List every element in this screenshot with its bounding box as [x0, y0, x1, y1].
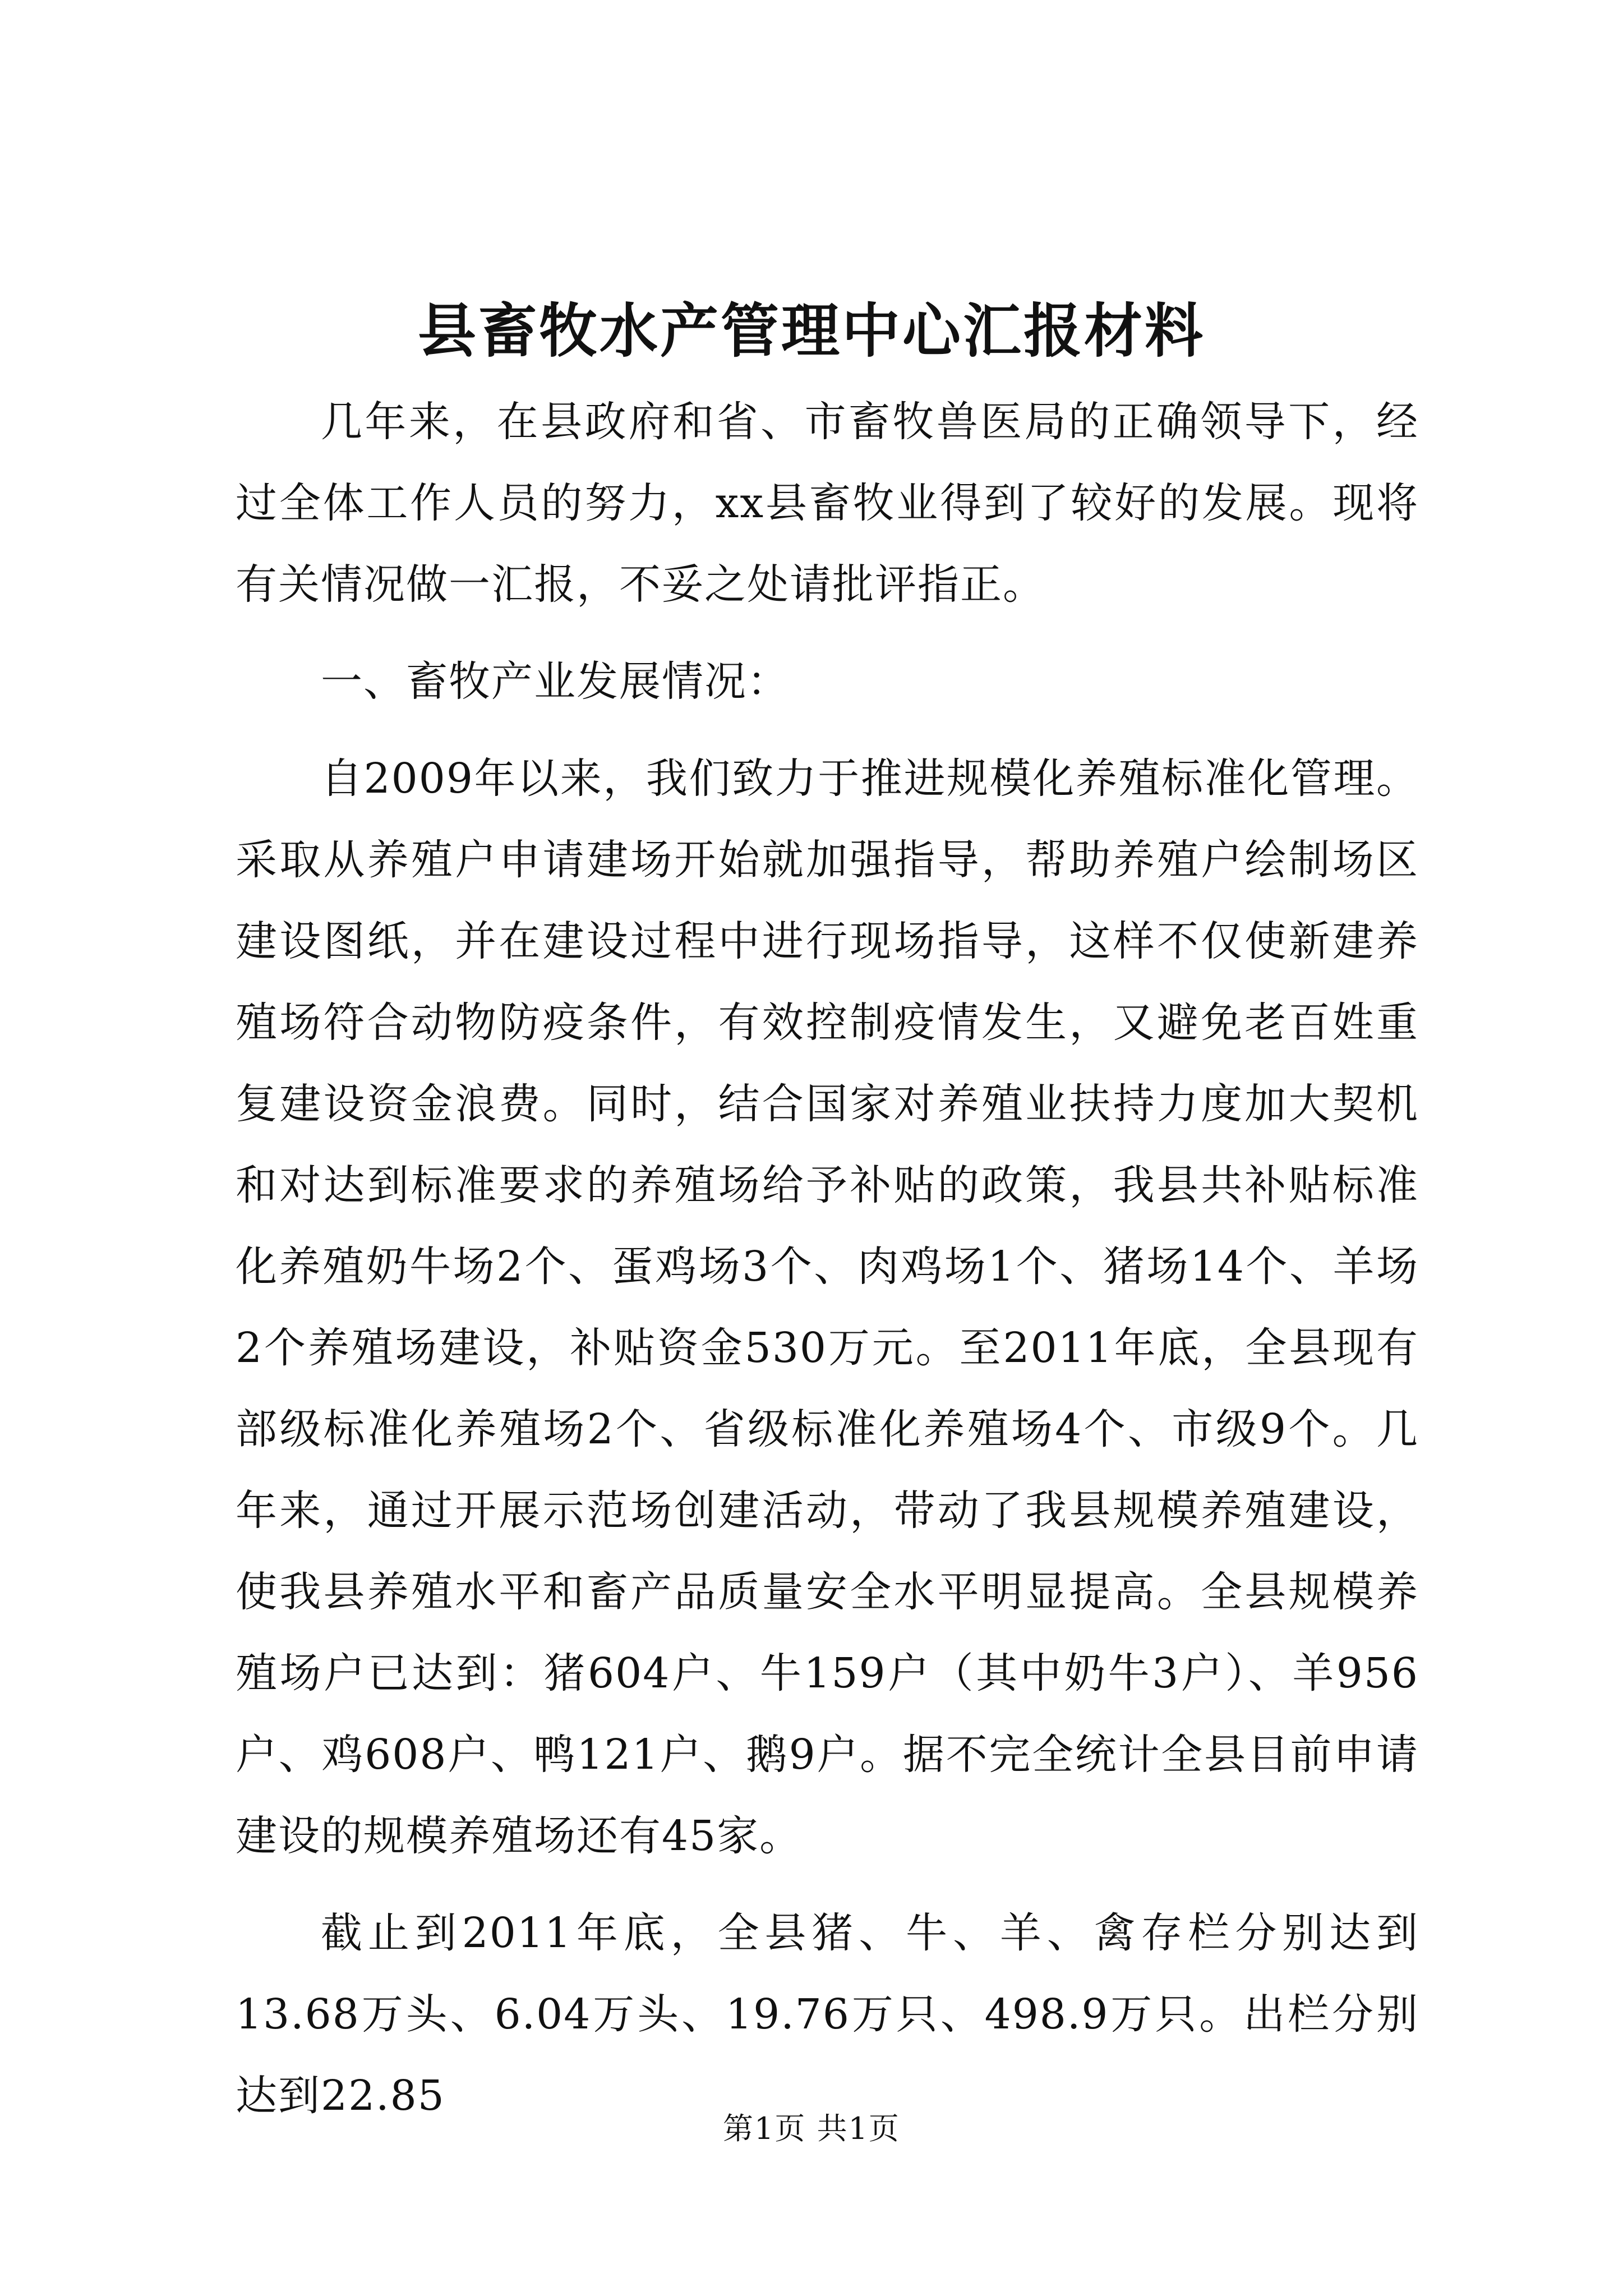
paragraph-livestock-development: 自2009年以来，我们致力于推进规模化养殖标准化管理。采取从养殖户申请建场开始就加强指导，帮助养殖户绘制场区建设图纸，并在建设过程中进行现场指导，这样不仅使新建养殖场符合动物防疫条件，有效控制疫情发生，又避免老百姓重复建设资金浪费。同时，结合国家对养殖业扶持力度加大契机和对达到标准要求的养殖场给予补贴的政策，我县共补贴标准化养殖奶牛场2个、蛋鸡场3个、肉鸡场1个、猪场14个、羊场2个养殖场建设，补贴资金530万元。至2011年底，全县现有部级标准化养殖场2个、省级标准化养殖场4个、市级9个。几年来，通过开展示范场创建活动，带动了我县规模养殖建设，使我县养殖水平和畜产品质量安全水平明显提高。全县规模养殖场户已达到：猪604户、牛159户（其中奶牛3户）、羊956户、鸡608户、鸭121户、鹅9户。据不完全统计全县目前申请建设的规模养殖场还有45家。 — [236, 754, 1419, 1860]
section-heading-1: 一、畜牧产业发展情况： — [321, 657, 790, 706]
document-title: 县畜牧水产管理中心汇报材料 — [417, 296, 1205, 365]
page-footer: 第1页 共1页 — [723, 2111, 900, 2146]
paragraph-intro: 几年来，在县政府和省、市畜牧兽医局的正确领导下，经过全体工作人员的努力，xx县畜牧业得到了较好的发展。现将有关情况做一汇报，不妥之处请批评指正。 — [236, 398, 1419, 609]
document-body — [236, 381, 1419, 2137]
paragraph-stock-figures: 截止到2011年底，全县猪、牛、羊、禽存栏分别达到13.68万头、6.04万头、19.76万只、498.9万只。出栏分别达到22.85 — [236, 1909, 1419, 2120]
